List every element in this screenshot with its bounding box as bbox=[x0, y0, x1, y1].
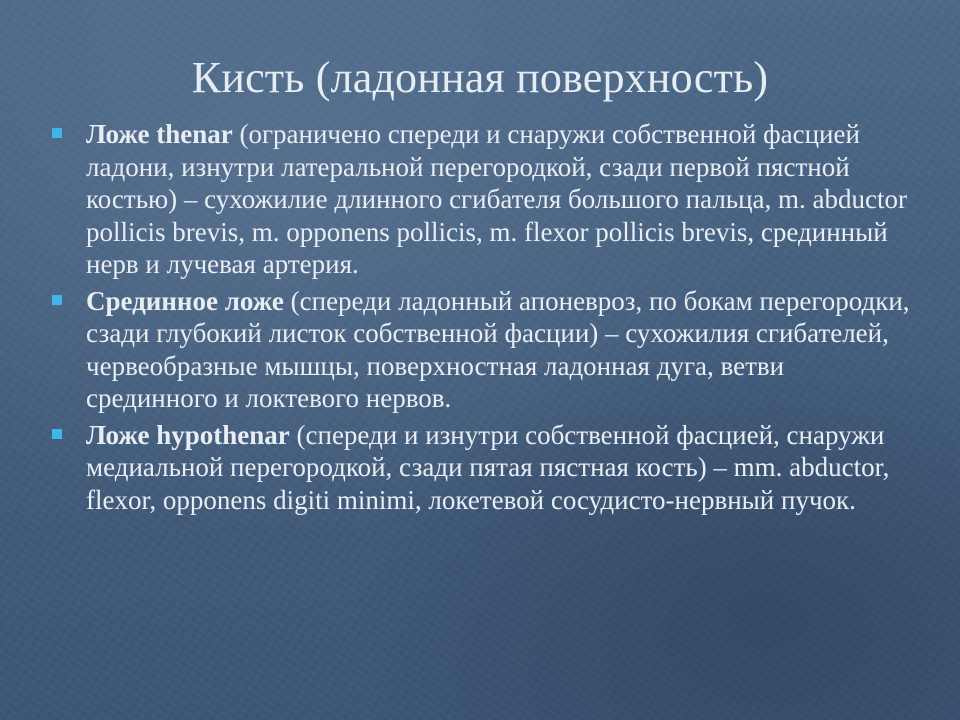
bullet-item-hypothenar bbox=[86, 419, 916, 517]
bullet-text: (спереди и изнутри собственной фасцией, снаружи медиальной перегородкой, сзади пятая пястная кость) – mm. abductor, flexor, opponens digiti minimi, локетевой сосудисто-нервный пучок. bbox=[86, 419, 890, 515]
square-bullet-icon bbox=[52, 295, 62, 305]
bullet-term: Ложе hypothenar bbox=[86, 419, 290, 450]
bullet-text: (спереди ладонный апоневроз, по бокам перегородки, сзади глубокий листок собственной фасции) – сухожилия сгибателей, червеобразные мышцы, поверхностная ладонная дуга, ветви срединного и локтевого нервов. bbox=[86, 285, 910, 413]
bullet-item-median bbox=[86, 285, 916, 415]
bullet-list bbox=[86, 118, 916, 520]
bullet-term: Ложе thenar bbox=[86, 119, 233, 149]
square-bullet-icon bbox=[52, 429, 62, 439]
bullet-item-thenar bbox=[86, 118, 916, 281]
bullet-term: Срединное ложе bbox=[86, 285, 284, 316]
bullet-text: (ограничено спереди и снаружи собственной фасцией ладони, изнутри латеральной перегородкой, сзади первой пястной костью) – сухожилие длинного сгибателя большого пальца, m. abductor pollicis brevis, m. opponens pollicis, m. flexor pollicis brevis, срединный нерв и лучевая артерия. bbox=[86, 119, 907, 279]
slide-title: Кисть (ладонная поверхность) bbox=[191, 53, 769, 102]
square-bullet-icon bbox=[52, 128, 62, 138]
